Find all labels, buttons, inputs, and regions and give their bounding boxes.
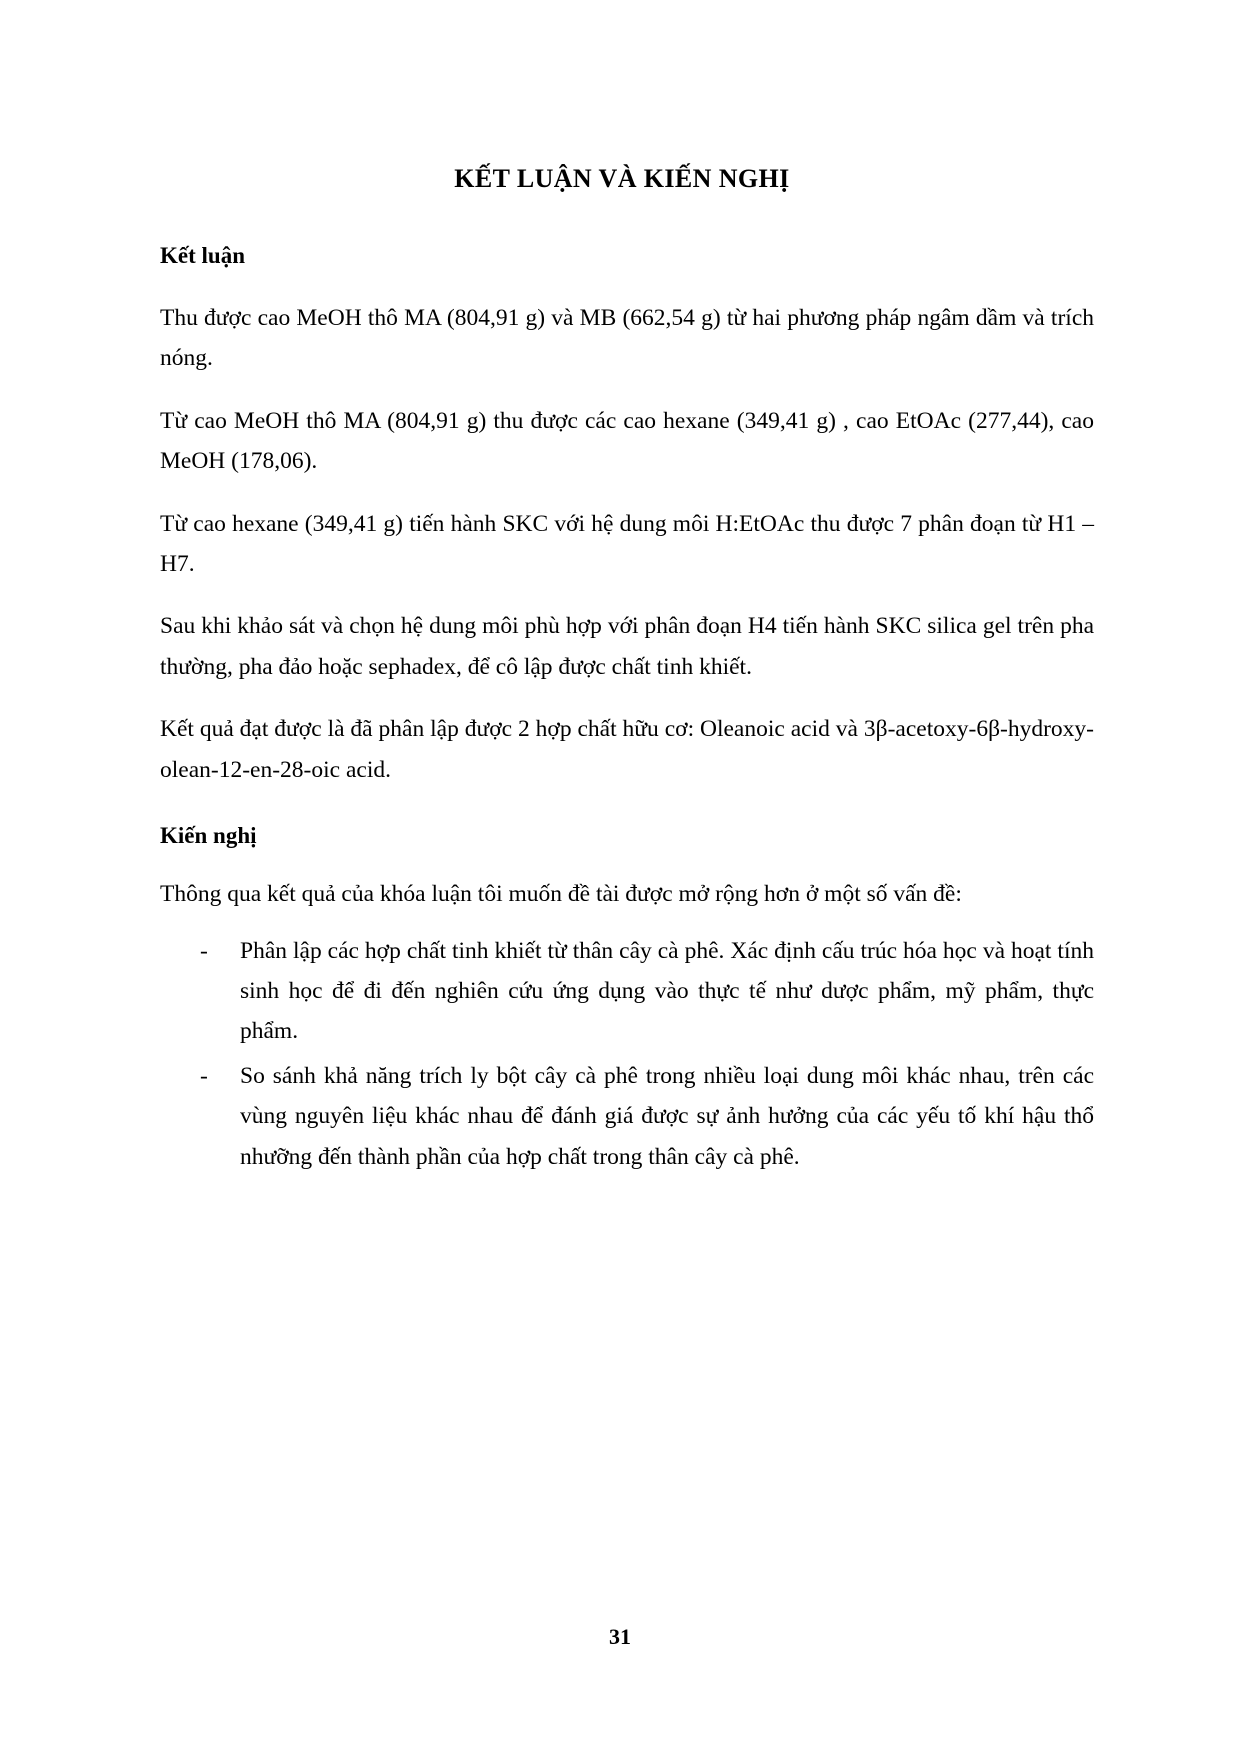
paragraph: Từ cao hexane (349,41 g) tiến hành SKC với hệ dung môi H:EtOAc thu được 7 phân đoạn từ H1 – H7. xyxy=(160,510,1094,578)
bullet-marker: - xyxy=(200,1062,208,1089)
paragraph: Thông qua kết quả của khóa luận tôi muốn đề tài được mở rộng hơn ở một số vấn đề: xyxy=(160,881,962,908)
list-item-text: So sánh khả năng trích ly bột cây cà phê trong nhiều loại dung môi khác nhau, trên các vùng nguyên liệu khác nhau để đánh giá được sự ảnh hưởng của các yếu tố khí hậu thổ nhưỡng đến thành phần của hợp chất trong thân cây cà phê. xyxy=(240,1062,1094,1170)
section-heading-ket-luan: Kết luận xyxy=(160,242,245,268)
paragraph: Từ cao MeOH thô MA (804,91 g) thu được các cao hexane (349,41 g) , cao EtOAc (277,44), cao MeOH (178,06). xyxy=(160,407,1094,475)
section-heading-kien-nghi: Kiến nghị xyxy=(160,823,257,849)
list-item-text: Phân lập các hợp chất tinh khiết từ thân cây cà phê. Xác định cấu trúc hóa học và hoạt tính sinh học để đi đến nghiên cứu ứng dụng vào thực tế như dược phẩm, mỹ phẩm, thực phẩm. xyxy=(240,937,1094,1045)
bullet-marker: - xyxy=(200,937,208,964)
page-number: 31 xyxy=(609,1624,631,1649)
paragraph: Thu được cao MeOH thô MA (804,91 g) và MB (662,54 g) từ hai phương pháp ngâm dầm và trích nóng. xyxy=(160,304,1094,372)
list-item xyxy=(196,931,1094,1052)
paragraph: Sau khi khảo sát và chọn hệ dung môi phù hợp với phân đoạn H4 tiến hành SKC silica gel trên pha thường, pha đảo hoặc sephadex, để cô lập được chất tinh khiết. xyxy=(160,613,1094,680)
page-title: KẾT LUẬN VÀ KIẾN NGHỊ xyxy=(454,164,790,193)
paragraph: Kết quả đạt được là đã phân lập được 2 hợp chất hữu cơ: Oleanoic acid và 3β-acetoxy-6β-hydroxy-olean-12-en-28-oic acid. xyxy=(160,716,1094,783)
list-item xyxy=(196,1056,1094,1177)
bullet-list xyxy=(150,931,1094,1177)
